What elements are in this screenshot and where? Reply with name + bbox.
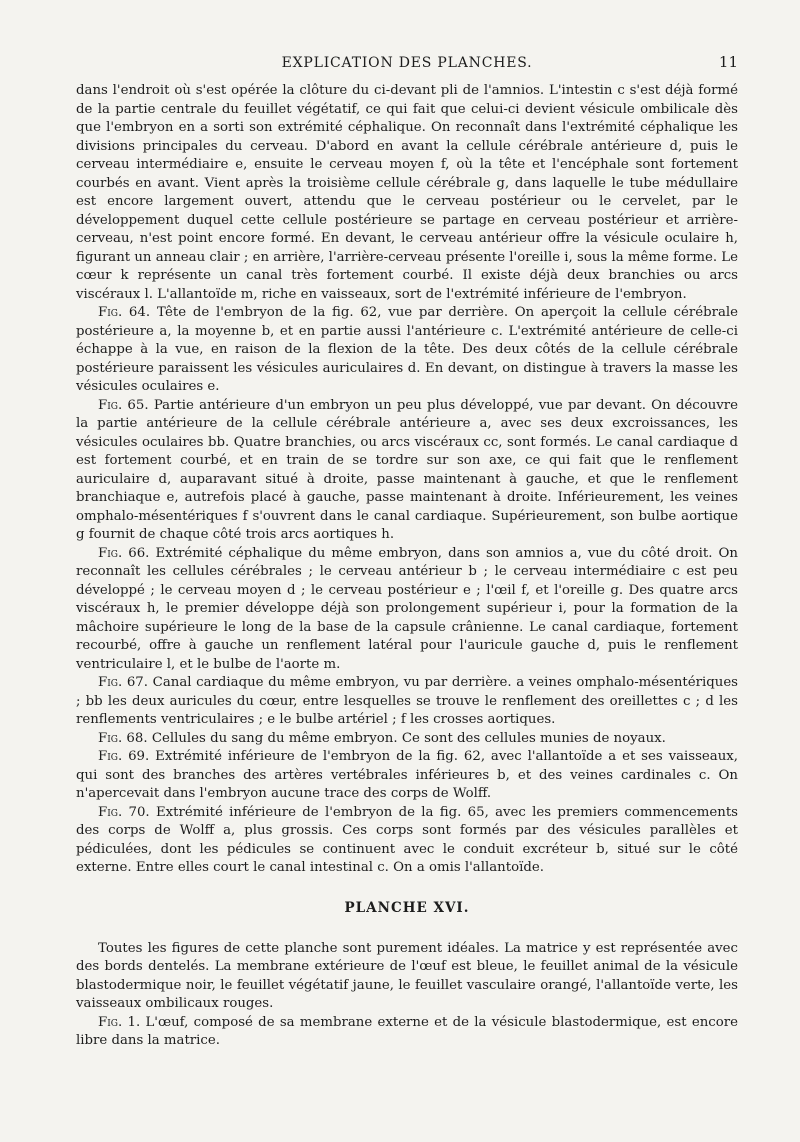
paragraph-text: Partie antérieure d'un embryon un peu plus développé, vue par devant. On découvre la partie antérieure de la cellule cérébrale antérieure a, avec ses deux excroissances, les vésicules oculaires bb. Quatre branchies, ou arcs viscéraux cc, sont formés. Le canal cardiaque d est fortement courbé, et en train de se tordre sur son axe, ce qui fait que le renflement auriculaire d, auparavant situé à droite, passe maintenant à gauche, et que le renflement branchiaque e, autrefois placé à gauche, passe maintenant à droite. Inférieurement, les veines omphalo-mésentériques f s'ouvrent dans le canal cardiaque. Supérieurement, son bulbe aortique g fournit de chaque côté trois arcs aortiques h. — [76, 397, 738, 542]
figure-caption-70 — [76, 804, 738, 878]
figure-label: Fig. 1. — [98, 1014, 141, 1030]
figure-label: Fig. 64. — [98, 305, 151, 320]
figure-label: Fig. 66. — [98, 545, 150, 561]
plate-heading: PLANCHE XVI. — [344, 899, 470, 916]
figure-caption-68 — [76, 730, 738, 749]
main-text — [76, 82, 738, 1051]
figure-caption-1 — [76, 1014, 738, 1051]
figure-caption-65 — [76, 397, 738, 545]
figure-label: Fig. 68. — [98, 730, 148, 746]
running-header — [76, 52, 738, 82]
figure-label: Fig. 70. — [98, 804, 150, 820]
paragraph-text: Extrémité céphalique du même embryon, dans son amnios a, vue du côté droit. On reconnaît les cellules cérébrales ; le cerveau antérieur b ; le cerveau intermédiaire c est peu développé ; le cerveau moyen d ; le cerveau postérieur e ; l'œil f, et l'oreille g. Des quatre arcs viscéraux h, le premier développe déjà son prolongement supérieur i, pour la formation de la mâchoire supérieure le long de la base de la capsule crânienne. Le canal cardiaque, fortement recourbé, offre à gauche un renflement latéral pour l'auricule gauche d, puis le renflement ventriculaire l, et le bulbe de l'aorte m. — [76, 545, 738, 672]
figure-label: Fig. 69. — [98, 749, 150, 764]
paragraph-text: Toutes les figures de cette planche sont purement idéales. La matrice y est représentée avec des bords dentelés. La membrane extérieure de l'œuf est bleue, le feuillet animal de la vésicule blastodermique noir, le feuillet végétatif jaune, le feuillet vasculaire orangé, l'allantoïde verte, les vaisseaux ombilicaux rouges. — [76, 940, 738, 1011]
paragraph-text: Extrémité inférieure de l'embryon de la fig. 62, avec l'allantoïde a et ses vaisseaux, qui sont des branches des artères vertébrales inférieures b, et des veines cardinales c. On n'apercevait dans l'embryon aucune trace des corps de Wolff. — [76, 749, 738, 801]
figure-caption-66 — [76, 545, 738, 675]
paragraph-continuation — [76, 82, 738, 304]
page-number: 11 — [718, 53, 738, 71]
running-title: EXPLICATION DES PLANCHES. — [281, 55, 533, 71]
figure-label: Fig. 65. — [98, 397, 149, 413]
paragraph-text: Extrémité inférieure de l'embryon de la fig. 65, avec les premiers commencements des corps de Wolff a, plus grossis. Ces corps sont formés par des vésicules parallèles et pédiculées, dont les pédicules se continuent avec le conduit excréteur b, situé sur le côté externe. Entre elles court le canal intestinal c. On a omis l'allantoïde. — [76, 804, 738, 875]
paragraph-text: L'œuf, composé de sa membrane externe et de la vésicule blastodermique, est encore libre dans la matrice. — [76, 1014, 738, 1048]
figure-caption-67 — [76, 674, 738, 730]
paragraph-text: Canal cardiaque du même embryon, vu par derrière. a veines omphalo-mésentériques ; bb les deux auricules du cœur, entre lesquelles se trouve le renflement des oreillettes c ; d les renflements ventriculaires ; e le bulbe artériel ; f les crosses aortiques. — [76, 675, 739, 727]
paragraph-text: Tête de l'embryon de la fig. 62, vue par derrière. On aperçoit la cellule cérébrale postérieure a, la moyenne b, et en partie aussi l'antérieure c. L'extrémité antérieure de celle-ci échappe à la vue, en raison de la flexion de la tête. Des deux côtés de la cellule cérébrale postérieure paraissent les vésicules auriculaires d. En devant, on distingue à travers la masse les vésicules oculaires e. — [76, 305, 739, 394]
paragraph-text: dans l'endroit où s'est opérée la clôture du ci-devant pli de l'amnios. L'intestin c s'est déjà formé de la partie centrale du feuillet végétatif, ce qui fait que celui-ci devient vésicule ombilicale dès que l'embryon en a sorti son extrémité céphalique. On reconnaît dans l'extrémité céphalique les divisions principales du cerveau. D'abord en avant la cellule cérébrale antérieure d, puis le cerveau intermédiaire e, ensuite le cerveau moyen f, où la tête et l'encéphale sont fortement courbés en avant. Vient après la troisième cellule cérébrale g, dans laquelle le tube médullaire est encore largement ouvert, attendu que le cerveau postérieur ou le cervelet, par le développement duquel cette cellule postérieure se partage en cerveau postérieur et arrière-cerveau, n'est point encore formé. En devant, le cerveau antérieur offre la vésicule oculaire h, figurant un anneau clair ; en arrière, l'arrière-cerveau présente l'oreille i, sous la même forme. Le cœur k représente un canal très fortement courbé. Il existe déjà deux branchies ou arcs viscéraux l. L'allantoïde m, riche en vaisseaux, sort de l'extrémité inférieure de l'embryon. — [76, 83, 738, 302]
plate-intro-paragraph — [76, 940, 738, 1014]
figure-label: Fig. 67. — [98, 675, 148, 690]
paragraph-text: Cellules du sang du même embryon. Ce sont des cellules munies de noyaux. — [151, 730, 666, 746]
figure-caption-64 — [76, 304, 738, 397]
figure-caption-69 — [76, 748, 738, 804]
